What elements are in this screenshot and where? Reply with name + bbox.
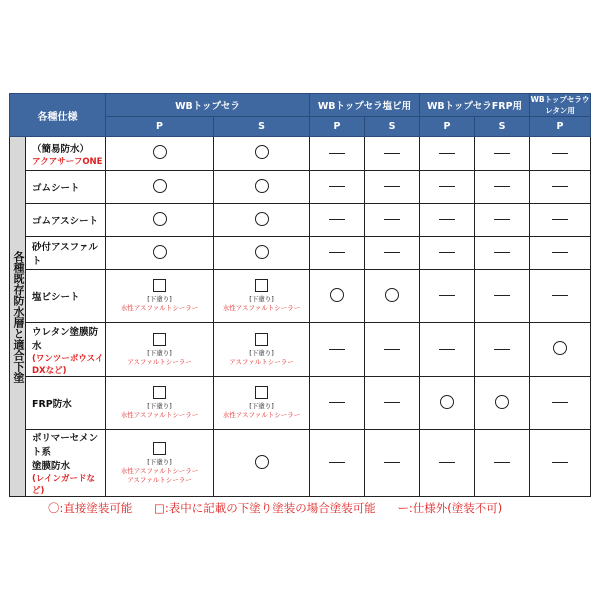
primer-note: [下塗り] 水性アスファルトシーラー — [222, 295, 301, 312]
table-row — [10, 237, 591, 270]
dash-mark — [329, 462, 345, 463]
circle-mark — [255, 145, 269, 159]
dash-mark — [439, 186, 455, 187]
table-row — [10, 137, 591, 171]
row-name: 塩ビシート — [26, 270, 106, 323]
square-mark — [255, 333, 268, 346]
col-header: S — [475, 117, 530, 137]
dash-mark — [552, 252, 568, 253]
table-row — [10, 323, 591, 377]
legend-circle: 〇:直接塗装可能 — [48, 501, 133, 515]
dash-mark — [552, 402, 568, 403]
group-wb-topsera: WBトップセラ — [106, 94, 310, 117]
dash-mark — [494, 153, 510, 154]
col-header: P — [106, 117, 214, 137]
circle-mark — [255, 212, 269, 226]
circle-mark — [153, 179, 167, 193]
col-header: P — [530, 117, 591, 137]
dash-mark — [329, 153, 345, 154]
circle-mark — [153, 145, 167, 159]
dash-mark — [494, 295, 510, 296]
table-row — [10, 270, 591, 323]
side-label-cell — [10, 137, 26, 497]
dash-mark — [439, 252, 455, 253]
col-header: P — [310, 117, 365, 137]
group-wb-topsera-frp: WBトップセラFRP用 — [420, 94, 530, 117]
dash-mark — [552, 295, 568, 296]
dash-mark — [329, 402, 345, 403]
row-name: （簡易防水） アクアサーフONE — [26, 137, 106, 171]
circle-mark — [153, 212, 167, 226]
circle-mark — [330, 288, 344, 302]
circle-mark — [553, 341, 567, 355]
row-name: ウレタン塗膜防水 (ワンツーボウスイDXなど) — [26, 323, 106, 377]
group-wb-topsera-urethane: WBトップセラウレタン用 — [530, 95, 590, 115]
dash-mark — [439, 462, 455, 463]
dash-mark — [384, 252, 400, 253]
dash-mark — [552, 153, 568, 154]
table-row — [10, 204, 591, 237]
legend-dash: ー:仕様外(塗装不可) — [397, 501, 503, 515]
primer-note: [下塗り] 水性アスファルトシーラー — [120, 402, 199, 419]
square-mark — [153, 279, 166, 292]
primer-note: [下塗り] 水性アスファルトシーラー — [222, 402, 301, 419]
dash-mark — [384, 153, 400, 154]
col-header: P — [420, 117, 475, 137]
square-mark — [255, 279, 268, 292]
table-row — [10, 171, 591, 204]
dash-mark — [329, 186, 345, 187]
dash-mark — [439, 219, 455, 220]
dash-mark — [384, 402, 400, 403]
row-name: ゴムアスシート — [26, 204, 106, 237]
dash-mark — [439, 295, 455, 296]
row-name: ポリマーセメント系 塗膜防水 (レインガードなど) — [26, 430, 106, 497]
dash-mark — [384, 186, 400, 187]
dash-mark — [439, 349, 455, 350]
compatibility-table — [9, 93, 590, 497]
primer-note: [下塗り] 水性アスファルトシーラー アスファルトシーラー — [120, 457, 199, 484]
circle-mark — [255, 179, 269, 193]
dash-mark — [494, 252, 510, 253]
dash-mark — [494, 219, 510, 220]
primer-note: [下塗り] 水性アスファルトシーラー — [120, 295, 199, 312]
square-mark — [153, 386, 166, 399]
table-row — [10, 377, 591, 430]
dash-mark — [329, 219, 345, 220]
side-label: 各種既存防水層と適合下塗 — [12, 250, 25, 383]
col-header: S — [365, 117, 420, 137]
row-name: FRP防水 — [26, 377, 106, 430]
circle-mark — [440, 395, 454, 409]
circle-mark — [255, 245, 269, 259]
legend — [48, 500, 520, 516]
primer-note: [下塗り] アスファルトシーラー — [229, 348, 294, 366]
dash-mark — [494, 186, 510, 187]
col-header: S — [214, 117, 310, 137]
table-row — [10, 430, 591, 497]
circle-mark — [385, 288, 399, 302]
group-wb-topsera-pvc: WBトップセラ塩ビ用 — [310, 94, 420, 117]
row-name: ゴムシート — [26, 171, 106, 204]
dash-mark — [329, 252, 345, 253]
primer-note: [下塗り] アスファルトシーラー — [127, 348, 192, 366]
circle-mark — [153, 245, 167, 259]
square-mark — [255, 386, 268, 399]
dash-mark — [384, 349, 400, 350]
dash-mark — [384, 462, 400, 463]
row-name: 砂付アスファルト — [26, 237, 106, 270]
dash-mark — [552, 186, 568, 187]
circle-mark — [495, 395, 509, 409]
dash-mark — [552, 462, 568, 463]
dash-mark — [494, 462, 510, 463]
circle-mark — [255, 455, 269, 469]
dash-mark — [329, 349, 345, 350]
dash-mark — [494, 349, 510, 350]
spec-header: 各種仕様 — [10, 94, 106, 137]
legend-square: □:表中に記載の下塗り塗装の場合塗装可能 — [154, 501, 376, 515]
dash-mark — [552, 219, 568, 220]
square-mark — [153, 333, 166, 346]
dash-mark — [439, 153, 455, 154]
dash-mark — [384, 219, 400, 220]
square-mark — [153, 442, 166, 455]
